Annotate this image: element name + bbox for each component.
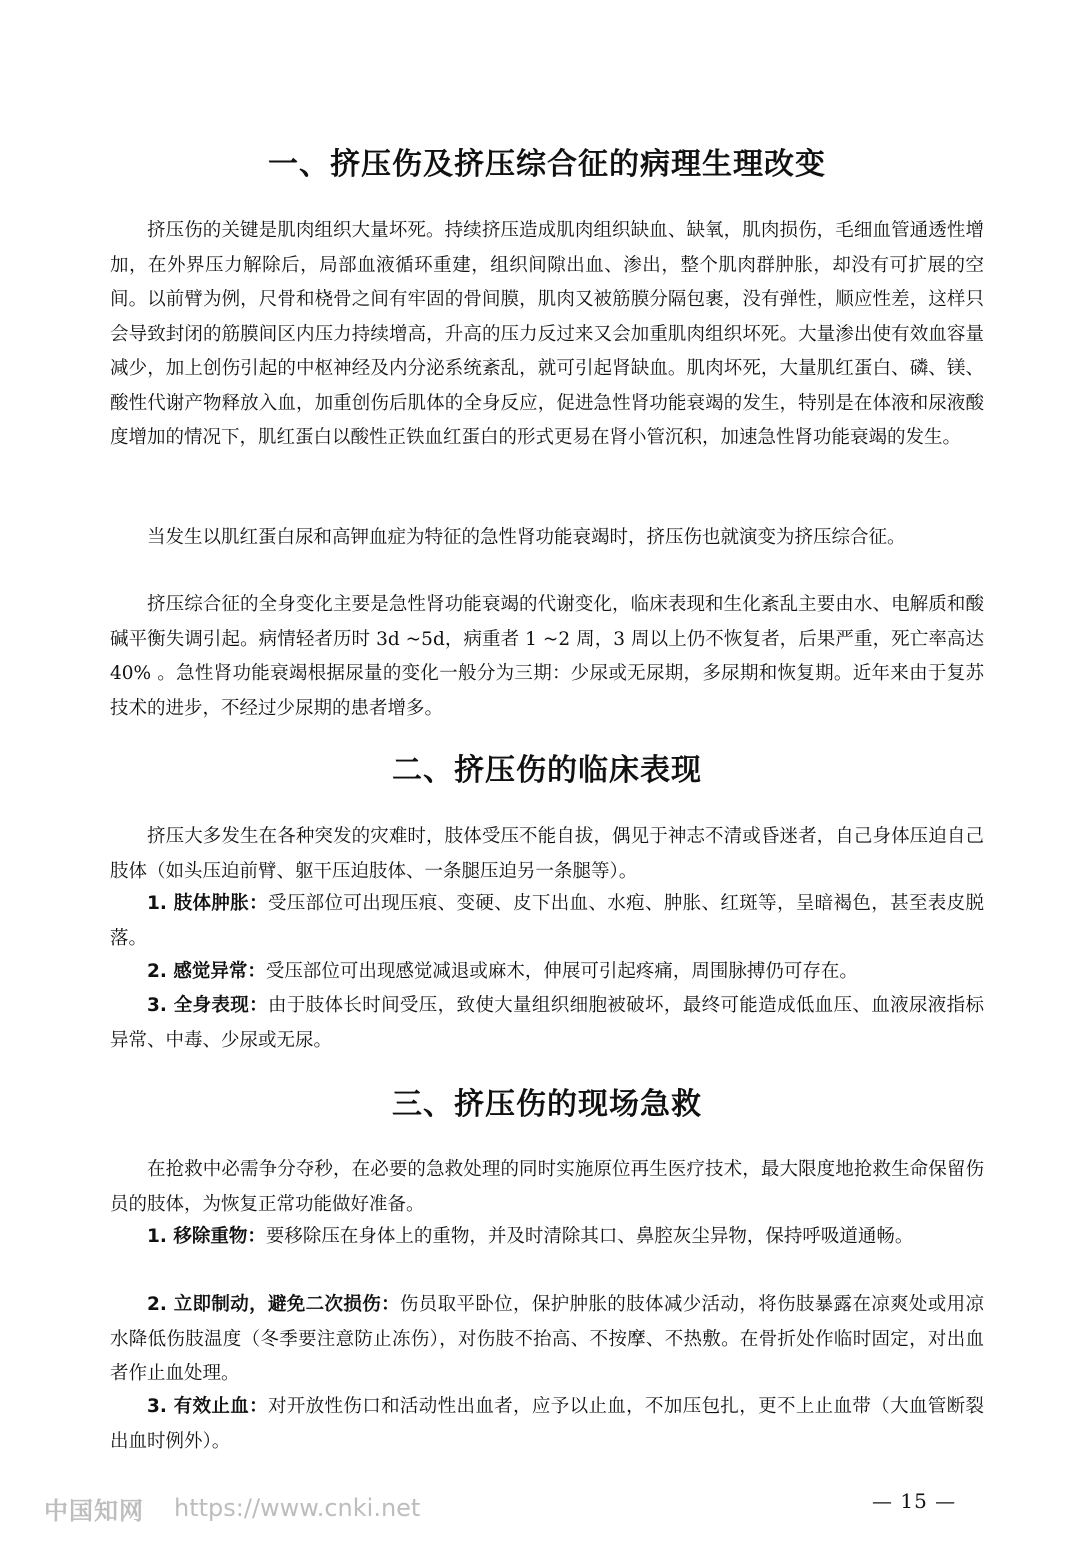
item-lead: 3. 全身表现： — [147, 995, 268, 1016]
section-2-item-2 — [110, 955, 984, 990]
item-text: 要移除压在身体上的重物，并及时清除其口、鼻腔灰尘异物，保持呼吸道通畅。 — [265, 1226, 914, 1247]
item-lead: 1. 肢体肿胀： — [147, 893, 268, 914]
section-3-item-2 — [110, 1288, 984, 1392]
section-1-title: 一、挤压伤及挤压综合征的病理生理改变 — [268, 147, 826, 182]
item-lead: 3. 有效止血： — [147, 1396, 268, 1417]
item-text: 伤员取平卧位，保护肿胀的肢体减少活动，将伤肢暴露在凉爽处或用凉水降低伤肢温度（冬季要注意防止冻伤），对伤肢不抬高、不按摩、不热敷。在骨折处作临时固定，对出血者作止血处理。 — [110, 1294, 984, 1384]
section-3-item-1 — [110, 1220, 984, 1255]
section-2-item-1 — [110, 887, 984, 956]
section-3-paragraph-1: 在抢救中必需争分夺秒，在必要的急救处理的同时实施原位再生医疗技术，最大限度地抢救生命保留伤员的肢体，为恢复正常功能做好准备。 — [110, 1159, 984, 1215]
section-3-item-3 — [110, 1390, 984, 1459]
section-1-paragraph-3: 挤压综合征的全身变化主要是急性肾功能衰竭的代谢变化，临床表现和生化紊乱主要由水、电解质和酸碱平衡失调引起。病情轻者历时 3d ~5d，病重者 1 ~2 周，3 周以上仍不恢复者，后果严重，死亡率高达 40% 。急性肾功能衰竭根据尿量的变化一般分为三期：少尿或无尿期，多尿期和恢复期。近年来由于复苏技术的进步，不经过少尿期的患者增多。 — [110, 594, 984, 719]
section-2-paragraph-1: 挤压大多发生在各种突发的灾难时，肢体受压不能自拔，偶见于神志不清或昏迷者，自己身体压迫自己肢体（如头压迫前臂、躯干压迫肢体、一条腿压迫另一条腿等）。 — [110, 826, 984, 882]
item-lead: 2. 立即制动，避免二次损伤： — [147, 1294, 400, 1315]
section-2-item-3 — [110, 989, 984, 1058]
footer-url: https://www.cnki.net — [174, 1494, 421, 1522]
item-lead: 1. 移除重物： — [147, 1226, 266, 1247]
section-3-title: 三、挤压伤的现场急救 — [392, 1087, 702, 1122]
item-lead: 2. 感觉异常： — [147, 961, 266, 982]
section-1-paragraph-1: 挤压伤的关键是肌肉组织大量坏死。持续挤压造成肌肉组织缺血、缺氧，肌肉损伤，毛细血管通透性增加，在外界压力解除后，局部血液循环重建，组织间隙出血、渗出，整个肌肉群肿胀，却没有可扩展的空间。以前臂为例，尺骨和桡骨之间有牢固的骨间膜，肌肉又被筋膜分隔包裹，没有弹性，顺应性差，这样只会导致封闭的筋膜间区内压力持续增高，升高的压力反过来又会加重肌肉组织坏死。大量渗出使有效血容量减少，加上创伤引起的中枢神经及内分泌系统紊乱，就可引起肾缺血。肌肉坏死，大量肌红蛋白、磷、镁、酸性代谢产物释放入血，加重创伤后肌体的全身反应，促进急性肾功能衰竭的发生，特别是在体液和尿液酸度增加的情况下，肌红蛋白以酸性正铁血红蛋白的形式更易在肾小管沉积，加速急性肾功能衰竭的发生。 — [110, 220, 984, 448]
section-1-paragraph-2: 当发生以肌红蛋白尿和高钾血症为特征的急性肾功能衰竭时，挤压伤也就演变为挤压综合征。 — [147, 527, 906, 548]
item-text: 受压部位可出现感觉减退或麻木，伸展可引起疼痛，周围脉搏仍可存在。 — [265, 961, 858, 982]
item-text: 对开放性伤口和活动性出血者，应予以止血，不加压包扎，更不上止血带（大血管断裂出血时例外）。 — [110, 1396, 985, 1452]
footer-watermark — [44, 1493, 420, 1523]
item-text: 受压部位可出现压痕、变硬、皮下出血、水疱、肿胀、红斑等，呈暗褐色，甚至表皮脱落。 — [110, 893, 985, 949]
page-number: — 15 — — [872, 1489, 957, 1513]
item-text: 由于肢体长时间受压，致使大量组织细胞被破坏，最终可能造成低血压、血液尿液指标异常、中毒、少尿或无尿。 — [110, 995, 985, 1051]
section-2-title: 二、挤压伤的临床表现 — [392, 753, 702, 788]
cnki-logo: 中国知网 — [44, 1496, 144, 1525]
